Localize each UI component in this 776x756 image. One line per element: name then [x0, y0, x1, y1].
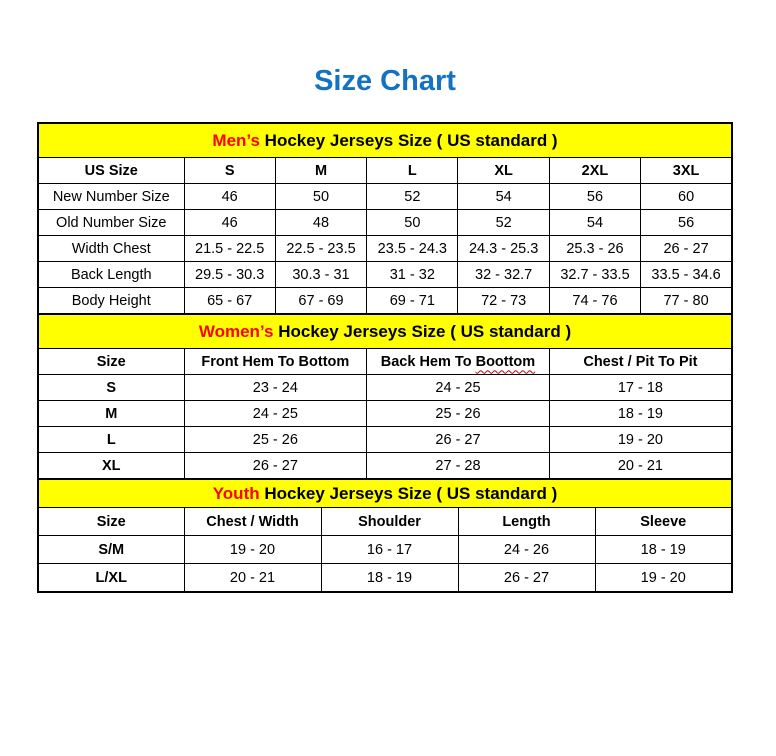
- table-cell: 23.5 - 24.3: [367, 236, 458, 262]
- mens-table-title: [38, 123, 732, 158]
- table-cell: 26 - 27: [367, 427, 550, 453]
- table-row: [38, 184, 732, 210]
- table-row: [38, 427, 732, 453]
- table-cell: 54: [549, 210, 640, 236]
- table-cell: 27 - 28: [367, 453, 550, 480]
- youth-header-row: [38, 508, 732, 536]
- womens-row-label: M: [38, 401, 184, 427]
- table-cell: 18 - 19: [321, 564, 458, 593]
- table-cell: 32.7 - 33.5: [549, 262, 640, 288]
- table-row: [38, 536, 732, 564]
- youth-col-header-2: Shoulder: [321, 508, 458, 536]
- misspelled-word: Boottom: [475, 353, 536, 370]
- table-cell: 21.5 - 22.5: [184, 236, 275, 262]
- womens-col-header-3: Chest / Pit To Pit: [549, 349, 732, 375]
- youth-size-table: [37, 478, 733, 593]
- table-cell: 60: [641, 184, 732, 210]
- table-cell: 50: [275, 184, 366, 210]
- table-cell: 52: [367, 184, 458, 210]
- mens-row-label: Back Length: [38, 262, 184, 288]
- mens-col-header-3: L: [367, 158, 458, 184]
- table-cell: 50: [367, 210, 458, 236]
- womens-row-label: XL: [38, 453, 184, 480]
- mens-col-header-1: S: [184, 158, 275, 184]
- mens-col-header-4: XL: [458, 158, 549, 184]
- womens-row-label: S: [38, 375, 184, 401]
- table-row: [38, 288, 732, 315]
- table-cell: 69 - 71: [367, 288, 458, 315]
- womens-col-header-0: Size: [38, 349, 184, 375]
- table-cell: 25 - 26: [184, 427, 367, 453]
- table-cell: 18 - 19: [595, 536, 732, 564]
- table-cell: 18 - 19: [549, 401, 732, 427]
- table-cell: 26 - 27: [641, 236, 732, 262]
- table-cell: 54: [458, 184, 549, 210]
- tables-container: [37, 122, 733, 593]
- table-cell: 46: [184, 184, 275, 210]
- youth-row-label: L/XL: [38, 564, 184, 593]
- mens-row-label: Width Chest: [38, 236, 184, 262]
- womens-table-title: [38, 314, 732, 349]
- table-cell: 56: [641, 210, 732, 236]
- youth-title-rest: Hockey Jerseys Size ( US standard ): [259, 483, 558, 503]
- youth-col-header-0: Size: [38, 508, 184, 536]
- table-cell: 29.5 - 30.3: [184, 262, 275, 288]
- mens-col-header-5: 2XL: [549, 158, 640, 184]
- table-cell: 52: [458, 210, 549, 236]
- mens-title-row: [38, 123, 732, 158]
- table-row: [38, 236, 732, 262]
- youth-title-highlight: Youth: [212, 483, 260, 503]
- youth-title-row: [38, 479, 732, 508]
- table-row: [38, 401, 732, 427]
- table-row: [38, 564, 732, 593]
- womens-col-header-1: Front Hem To Bottom: [184, 349, 367, 375]
- table-cell: 26 - 27: [458, 564, 595, 593]
- table-cell: 32 - 32.7: [458, 262, 549, 288]
- table-cell: 22.5 - 23.5: [275, 236, 366, 262]
- womens-title-highlight: Women’s: [198, 321, 274, 341]
- table-cell: 20 - 21: [184, 564, 321, 593]
- page-title: Size Chart: [314, 65, 456, 97]
- mens-title-rest: Hockey Jerseys Size ( US standard ): [259, 130, 558, 150]
- table-cell: 24 - 25: [184, 401, 367, 427]
- table-cell: 19 - 20: [549, 427, 732, 453]
- table-cell: 56: [549, 184, 640, 210]
- table-cell: 19 - 20: [184, 536, 321, 564]
- table-cell: 24 - 26: [458, 536, 595, 564]
- table-cell: 23 - 24: [184, 375, 367, 401]
- womens-header-row: [38, 349, 732, 375]
- table-row: [38, 262, 732, 288]
- youth-row-label: S/M: [38, 536, 184, 564]
- mens-header-row: [38, 158, 732, 184]
- mens-col-header-2: M: [275, 158, 366, 184]
- table-cell: 25 - 26: [367, 401, 550, 427]
- youth-table-title: [38, 479, 732, 508]
- womens-title-row: [38, 314, 732, 349]
- table-cell: 25.3 - 26: [549, 236, 640, 262]
- mens-row-label: Body Height: [38, 288, 184, 315]
- womens-row-label: L: [38, 427, 184, 453]
- youth-col-header-3: Length: [458, 508, 595, 536]
- mens-title-highlight: Men’s: [212, 130, 260, 150]
- youth-col-header-1: Chest / Width: [184, 508, 321, 536]
- womens-size-table: [37, 313, 733, 480]
- table-cell: 77 - 80: [641, 288, 732, 315]
- table-cell: 74 - 76: [549, 288, 640, 315]
- table-row: [38, 375, 732, 401]
- table-cell: 65 - 67: [184, 288, 275, 315]
- mens-row-label: New Number Size: [38, 184, 184, 210]
- mens-col-header-6: 3XL: [641, 158, 732, 184]
- table-cell: 19 - 20: [595, 564, 732, 593]
- table-row: [38, 453, 732, 480]
- table-cell: 46: [184, 210, 275, 236]
- table-cell: 67 - 69: [275, 288, 366, 315]
- womens-title-rest: Hockey Jerseys Size ( US standard ): [273, 321, 572, 341]
- womens-col-header-2: [367, 349, 550, 375]
- table-cell: 72 - 73: [458, 288, 549, 315]
- table-cell: 33.5 - 34.6: [641, 262, 732, 288]
- header-text: Back Hem To: [380, 353, 476, 370]
- mens-size-table: [37, 122, 733, 315]
- table-cell: 31 - 32: [367, 262, 458, 288]
- table-cell: 24.3 - 25.3: [458, 236, 549, 262]
- table-cell: 26 - 27: [184, 453, 367, 480]
- table-row: [38, 210, 732, 236]
- table-cell: 17 - 18: [549, 375, 732, 401]
- mens-row-label: Old Number Size: [38, 210, 184, 236]
- mens-col-header-0: US Size: [38, 158, 184, 184]
- table-cell: 16 - 17: [321, 536, 458, 564]
- youth-col-header-4: Sleeve: [595, 508, 732, 536]
- table-cell: 30.3 - 31: [275, 262, 366, 288]
- table-cell: 24 - 25: [367, 375, 550, 401]
- table-cell: 20 - 21: [549, 453, 732, 480]
- table-cell: 48: [275, 210, 366, 236]
